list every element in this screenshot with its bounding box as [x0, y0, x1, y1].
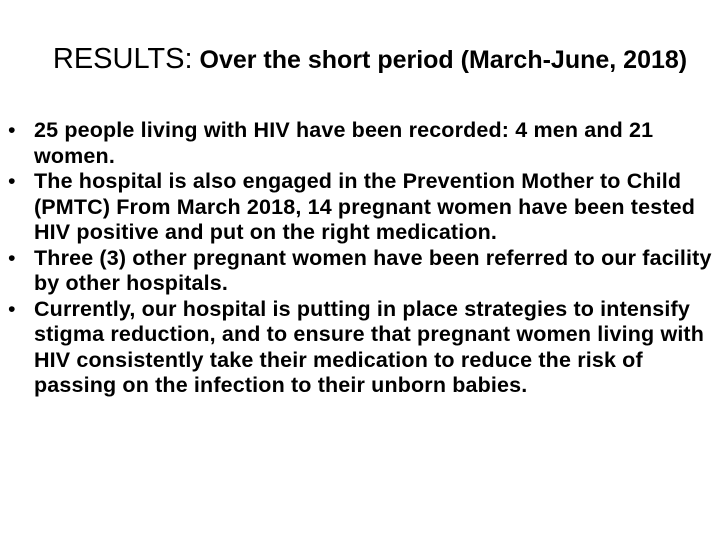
bullet-item	[0, 169, 712, 246]
title-results-label: RESULTS:	[52, 43, 193, 75]
bullet-item	[0, 246, 712, 297]
bullet-list	[0, 118, 712, 399]
slide-title	[30, 34, 710, 89]
bullet-text: Currently, our hospital is putting in place strategies to intensify stigma reduction, and to ensure that pregnant women living with HIV consistently take their medication to reduce the risk of passing on the infection to their unborn babies.	[34, 296, 705, 397]
bullet-item	[0, 297, 712, 399]
bullet-marker: •	[8, 245, 16, 270]
bullet-text: 25 people living with HIV have been recorded: 4 men and 21 women.	[34, 118, 654, 168]
bullet-text: The hospital is also engaged in the Prevention Mother to Child (PMTC) From March 2018, 14 pregnant women have been tested HIV positive and put on the right medication.	[34, 169, 696, 244]
bullet-marker: •	[8, 169, 16, 193]
bullet-text: Three (3) other pregnant women have been referred to our facility by other hospitals.	[34, 245, 712, 295]
bullet-marker: •	[8, 296, 16, 321]
bullet-item	[0, 118, 712, 169]
title-period-text: Over the short period (March-June, 2018)	[192, 46, 688, 74]
bullet-marker: •	[8, 118, 16, 142]
